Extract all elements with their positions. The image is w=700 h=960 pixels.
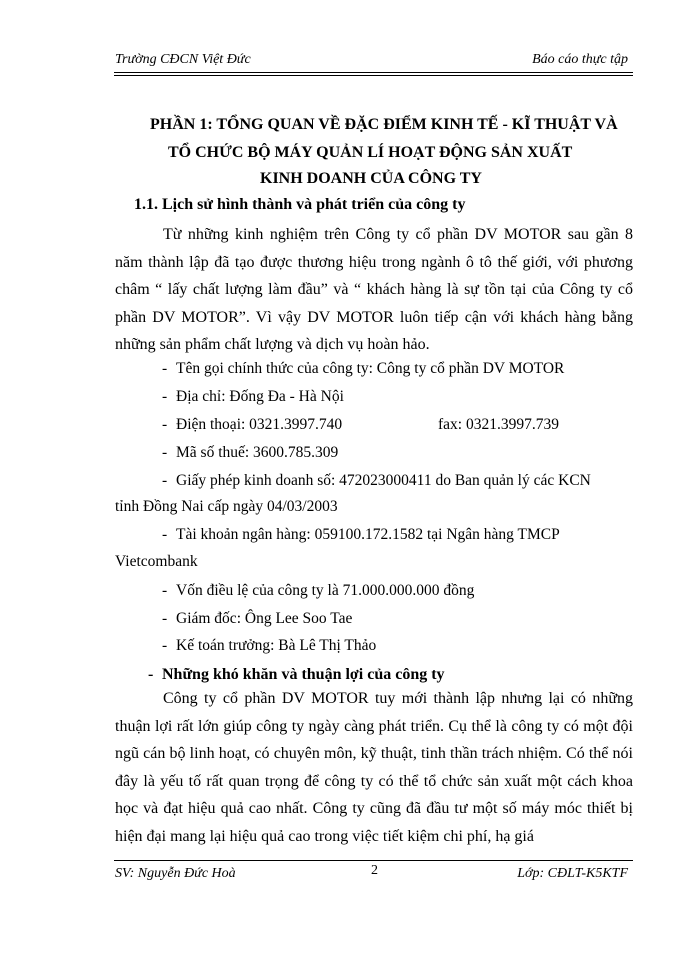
list-item-capital: - Vốn điều lệ của công ty là 71.000.000.000 đồng [162, 582, 475, 599]
header-report-type: Báo cáo thực tập [532, 52, 628, 67]
footer-student: SV: Nguyễn Đức Hoà [115, 866, 236, 881]
list-item-address: - Địa chỉ: Đống Đa - Hà Nội [162, 388, 344, 405]
title-line-1: PHẦN 1: TỔNG QUAN VỀ ĐẶC ĐIỂM KINH TẾ - KĨ THUẬT VÀ [150, 116, 618, 133]
list-item-phone: - Điện thoại: 0321.3997.740 [162, 416, 343, 433]
list-item-tax: - Mã số thuế: 3600.785.309 [162, 444, 339, 461]
title-line-2: TỔ CHỨC BỘ MÁY QUẢN LÍ HOẠT ĐỘNG SẢN XUẤT [168, 144, 573, 161]
subheading: - Những khó khăn và thuận lợi của công ty [148, 666, 445, 683]
body-paragraph [115, 685, 633, 850]
header-divider [114, 72, 633, 76]
list-item-license-cont: tỉnh Đồng Nai cấp ngày 04/03/2003 [115, 498, 338, 515]
body-text: Công ty cổ phần DV MOTOR tuy mới thành lập nhưng lại có những thuận lợi rất lớn giúp công ty ngày càng phát triển. Cụ thể là công ty có một đội ngũ cán bộ linh hoạt, có chuyên môn, kỹ thuật, tinh thần trách nhiệm. Có thể nói đây là yếu tố rất quan trọng để công ty có thể tổ chức sản xuất một cách khoa học và đạt hiệu quả cao nhất. Công ty cũng đã đầu tư một số máy móc thiết bị hiện đại mang lại hiệu quả cao trong việc tiết kiệm chi phí, hạ giá [115, 690, 633, 845]
header-school: Trường CĐCN Việt Đức [115, 52, 251, 67]
list-item-name: - Tên gọi chính thức của công ty: Công ty cổ phần DV MOTOR [162, 360, 565, 377]
page-number: 2 [371, 863, 378, 878]
list-item-license: - Giấy phép kinh doanh số: 472023000411 do Ban quản lý các KCN [162, 472, 591, 489]
list-item-fax: fax: 0321.3997.739 [438, 416, 559, 433]
title-line-3: KINH DOANH CỦA CÔNG TY [260, 170, 482, 187]
intro-paragraph [115, 221, 633, 359]
list-item-director: - Giám đốc: Ông Lee Soo Tae [162, 610, 353, 627]
intro-text: Từ những kinh nghiệm trên Công ty cổ phần DV MOTOR sau gần 8 năm thành lập đã tạo được thương hiệu trong ngành ô tô thế giới, với phương châm “ lấy chất lượng làm đầu” và “ khách hàng là sự tồn tại của Công ty cổ phần DV MOTOR”. Vì vậy DV MOTOR luôn tiếp cận với khách hàng bằng những sản phẩm chất lượng và dịch vụ hoàn hảo. [115, 226, 633, 353]
list-item-bank: - Tài khoản ngân hàng: 059100.172.1582 tại Ngân hàng TMCP [162, 526, 560, 543]
footer-class: Lớp: CĐLT-K5KTF [517, 866, 628, 881]
list-item-bank-cont: Vietcombank [115, 553, 198, 570]
section-heading: 1.1. Lịch sử hình thành và phát triển của công ty [134, 196, 466, 213]
list-item-accountant: - Kế toán trưởng: Bà Lê Thị Thảo [162, 637, 377, 654]
footer-divider [114, 860, 633, 861]
